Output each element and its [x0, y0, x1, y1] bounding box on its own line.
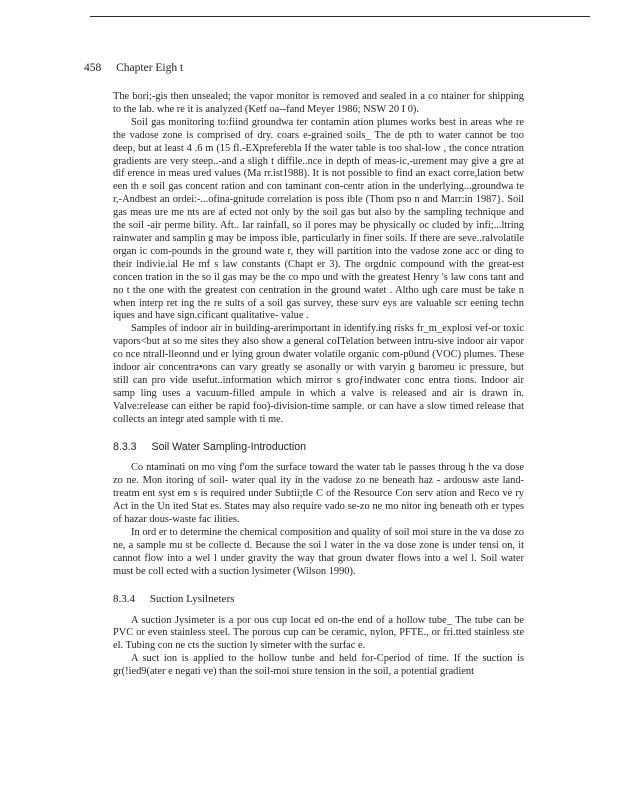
- section-number: 8.3.3: [113, 440, 137, 453]
- paragraph: Co ntaminati on mo ving f'om the surface toward the water tab le passes throug h the va dose zo ne. Mon itoring of soil- water qual ity in the vadose zo ne beneath haz - ardousw aste land-treatm ent syst em s is required under Subtii;tle C of the Resource Con serv ation and Reco ve ry Act in the Un ited Stat es. States may also require vado se-zo ne mo nitor ing beneath oth er types of hazar dous-waste fac ilities.: [113, 462, 524, 526]
- paragraph: Soil gas monitoring to:fiind groundwa ter contamin ation plumes works best in areas whe re the vadose zone is comprised of dry. coars e-grained soils_ The de pth to water cannot be too deep, but at least 4 .6 m (15 fl.-EXpreferebla If the water table is too shal-low , the conce ntration gradients are very steep..-and a sligh t diffile..nce in depth of meas-ic,-urement may give a gre at dif erence in meas ured values (Ma rr.ist1988). It is not possible to find an exact corre,lation betw een th e soil gas concent ration and con taminant con-centr ation in the underlying...groundwa te r,-Andbest an ordei:-...ofina-gnitude correlation is poss ible (Thom pso n and Marr:in 1987}. Soil gas meas ure me nts are af ected not only by the soil gas but also by the sampling technique and the soil -air perme bility. Aft.. Iar rainfall, so il pores may be physically oc cluded by infi;...ltring rainwater and samplin g may be imposs ible, particularly in finer soils. If there are seve..ralvolatile organ ic com-pounds in the ground wate r, they will partition into the vadose zone acc or ding to their indivie.ial He mf s law constants (Chapt er 3). The orgdnic compound with the great-est concen tration in the so il gas may be the co mpo und with the greatest Henry 's law cons tant and no t the one with the greatest con centration in the ground watet . Altho ugh care must be take n when interp ret ing the re sults of a soil gas survey, these surv eys are valuable scr eening techn iques and have sign.cificant qualitative- value .: [113, 116, 524, 322]
- section-title: Suction Lysilneters: [149, 592, 235, 605]
- section-heading-8-3-4: [113, 593, 524, 606]
- chapter-title: Chapter Eigh t: [116, 62, 184, 74]
- paragraph: The bori;-gis then unsealed; the vapor monitor is removed and sealed in a co ntainer for shipping to the lab. whe re it is analyzed (Ketf oa--fand Meyer 1986; NSW 20 I 0).: [113, 91, 524, 115]
- section-heading-8-3-3: [113, 441, 524, 454]
- paragraph: A suct ion is applied to the hollow tunbe and held for-Cperiod of time. If the suction is gr(!ied9(ater e negati ve) than the soil-moi sture tension in the soil, a potential gradient: [113, 653, 524, 678]
- paragraph: Samples of indoor air in building-arerimportant in identify.ing risks fr_m_explosi vef-or toxic vapors<but at so me sites they also show a general coITelation between intru-sive indoor air vapor co nce ntrall-lleonnd und er lying groun dwater volatile organic com-p0und (VOC) plumes. These indoor air concentra•ons can vary greatly se asonally or with varyin g baromeu ic pressure, but still can pro vide usefut..information which mirror s groƒindwater conc entra tions. Indoor air samp ling uses a vacuum-filled ampule in which a valve is released and air is drawn in. Valve:release can either be rapid foo)-division-time sample. or can have a slow timed release that collects an integr ated sample with ti me.: [113, 323, 524, 425]
- paragraph: In ord er to determine the chemical composition and quality of soil moi sture in the va dose zo ne, a sample mu st be collecte d. Because the soi l water in the va dose zone is under tensi on, it cannot flow into a wel l under gravity the way that groun dwater flows into a wel l. Soil water must be coll ected with a suction lysimeter (Wilson 1990).: [113, 527, 524, 577]
- top-rule: [90, 16, 590, 17]
- running-header: [84, 62, 183, 74]
- paragraph: A suction Jysimeter is a por ous cup locat ed on-the end of a hollow tube_ The tube can be PVC or even stainless steel. The porous cup can be ceramic, nylon, PFTE., or fri.tted stainless ste el. Tubing con ne cts the suction ly simeter with the surfac e.: [113, 614, 524, 652]
- page-number: 458: [84, 62, 102, 74]
- section-number: 8.3.4: [113, 592, 135, 605]
- page-body: [113, 91, 524, 679]
- section-title: Soil Water Sampling-Introduction: [151, 440, 306, 453]
